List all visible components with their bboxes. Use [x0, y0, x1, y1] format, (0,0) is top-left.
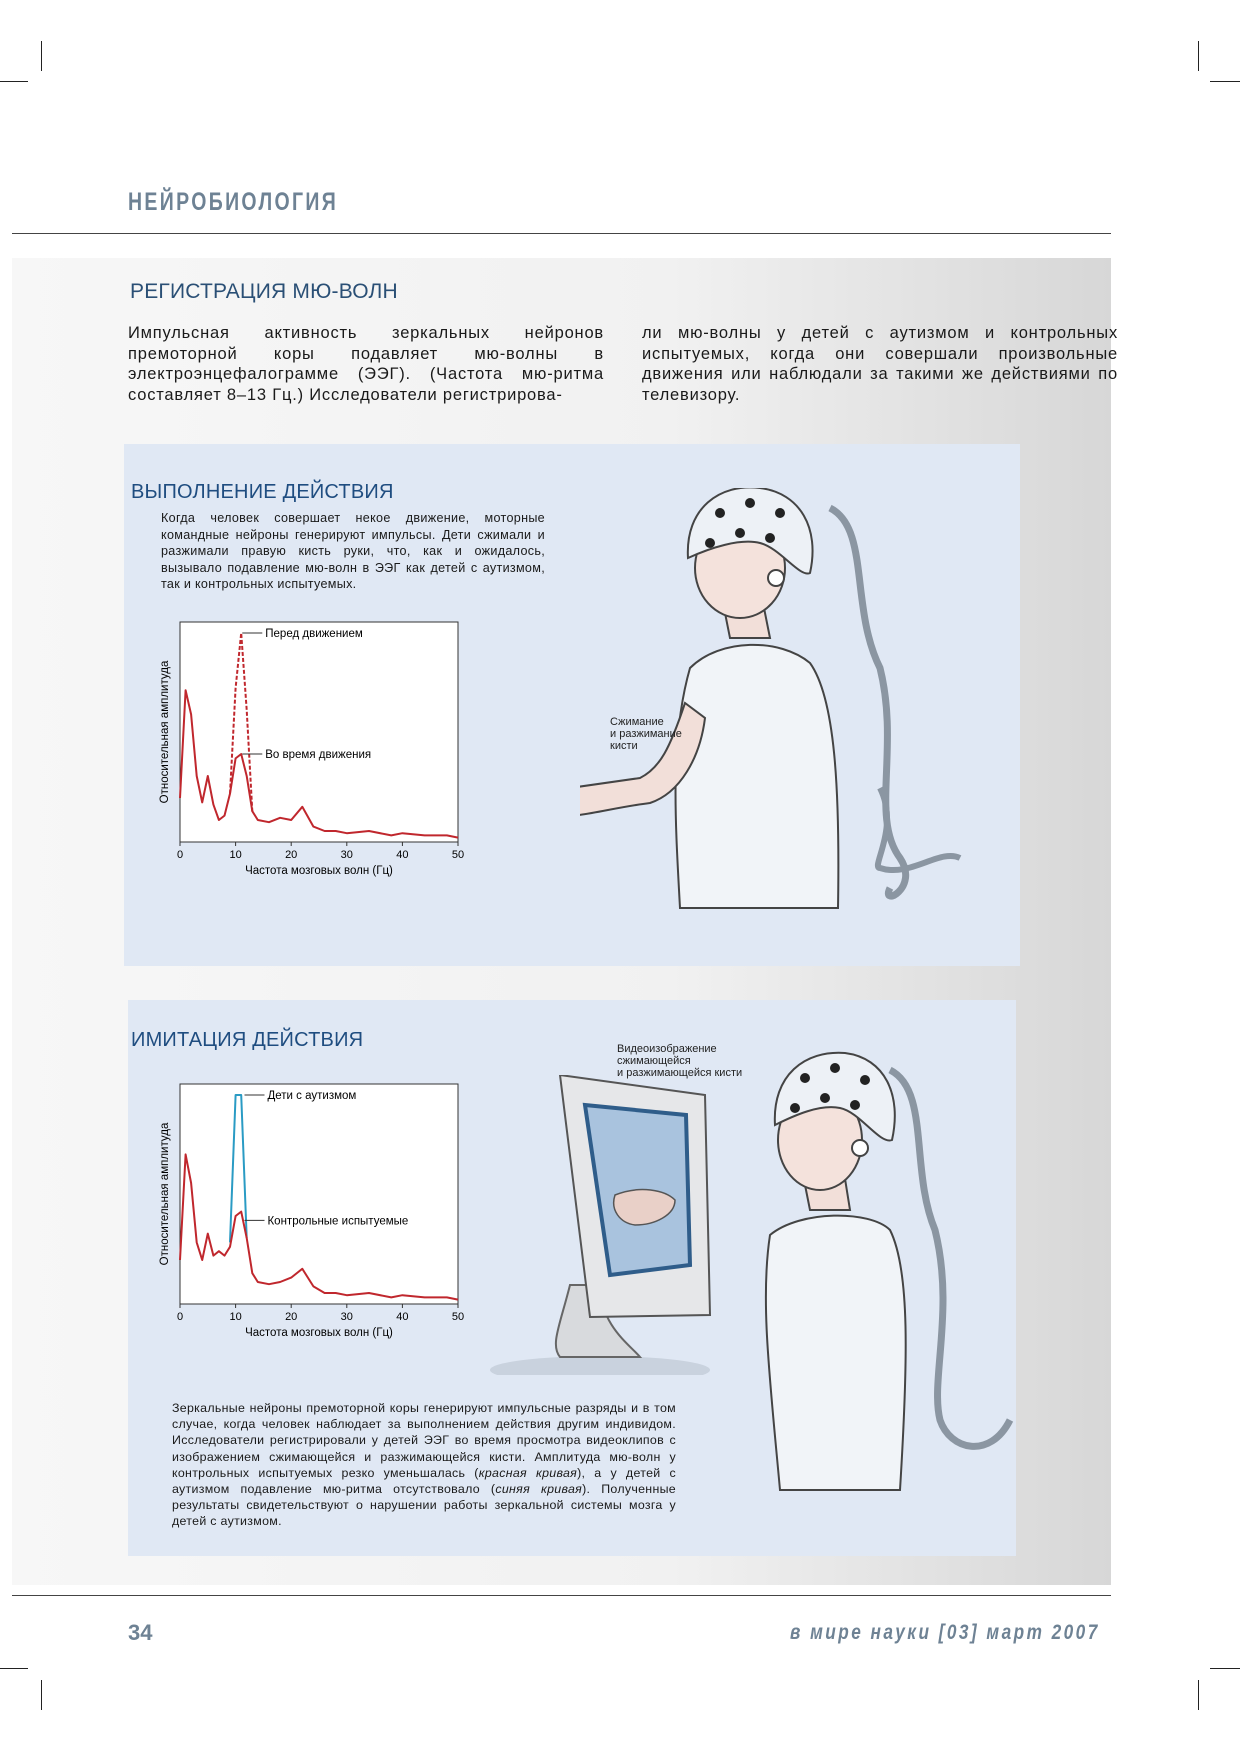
hand-action-label-line2: и разжимание: [610, 728, 682, 740]
hand-action-label-line1: Сжимание: [610, 716, 664, 728]
plot-area: [180, 622, 458, 842]
electrode-dot: [765, 533, 775, 543]
crop-mark: [0, 1668, 28, 1669]
eeg-cable: [890, 1070, 1010, 1446]
crop-mark: [1210, 81, 1240, 82]
video-label-line1: Видеоизображение: [617, 1043, 717, 1055]
child-eeg-illustration-2: [760, 1050, 1020, 1500]
chart-action-execution: [146, 614, 486, 884]
annotation-label: Перед движением: [265, 628, 363, 640]
x-tick-label: 10: [229, 1311, 242, 1323]
chart-action-imitation: [146, 1076, 486, 1346]
footer-rule: [12, 1595, 1111, 1596]
x-tick-label: 40: [396, 849, 409, 861]
electrode-dot: [830, 1063, 840, 1073]
annotation-label: Дети с аутизмом: [267, 1090, 357, 1102]
crop-mark: [1210, 1668, 1240, 1669]
x-tick-label: 20: [285, 1311, 298, 1323]
page-number: 34: [128, 1620, 153, 1645]
annotation-label: Во время движения: [265, 749, 372, 761]
x-axis-label: Частота мозговых волн (Гц): [245, 1327, 393, 1339]
plot-area: [180, 1084, 458, 1304]
video-label-line2: сжимающейся: [617, 1055, 691, 1067]
panel2-description: [172, 1400, 676, 1530]
electrode-dot: [860, 1075, 870, 1085]
x-tick-label: 40: [396, 1311, 409, 1323]
electrode-dot: [790, 1103, 800, 1113]
panel2-title: ИМИТАЦИЯ ДЕЙСТВИЯ: [131, 1029, 364, 1051]
video-label-line3: и разжимающейся кисти: [617, 1067, 743, 1079]
intro-right-column: ли мю-волны у детей с аутизмом и контрольных испытуемых, когда они совершали произвольные движения или наблюдали за такими же действиями по телевизору.: [642, 324, 1118, 404]
x-tick-label: 20: [285, 849, 298, 861]
electrode-dot: [735, 528, 745, 538]
child-torso: [766, 1216, 906, 1490]
panel1-title: ВЫПОЛНЕНИЕ ДЕЙСТВИЯ: [131, 481, 394, 503]
x-tick-label: 30: [340, 849, 353, 861]
header-rule: [12, 233, 1111, 234]
panel2-text-blue-curve: синяя кривая: [495, 1482, 583, 1497]
electrode-dot: [775, 508, 785, 518]
monitor-illustration: [450, 1075, 720, 1375]
ear-electrode: [768, 570, 784, 586]
article-heading: РЕГИСТРАЦИЯ МЮ-ВОЛН: [130, 280, 398, 303]
crop-mark: [1198, 41, 1199, 71]
crop-mark: [0, 81, 28, 82]
monitor-shadow: [490, 1356, 710, 1375]
x-tick-label: 0: [176, 1311, 184, 1323]
panel2-text-b: ), а у детей с аутизмом подавление мю-ритма отсутствовало (: [172, 1465, 676, 1497]
section-title: НЕЙРОБИОЛОГИЯ: [128, 188, 339, 216]
crop-mark: [41, 41, 42, 71]
crop-mark: [41, 1680, 42, 1710]
hand-action-label-line3: кисти: [610, 740, 638, 752]
crop-mark: [1198, 1680, 1199, 1710]
electrode-dot: [820, 1093, 830, 1103]
annotation-label: Контрольные испытуемые: [267, 1215, 409, 1228]
y-axis-label: Относительная амплитуда: [159, 1122, 171, 1266]
panel2-text-a: Зеркальные нейроны премоторной коры генерируют импульсные разряды и в том случае, когда человек наблюдает за выполнением действия другим индивидом. Исследователи регистрировали у детей ЭЭГ во время просмотра видеоклипов с изображением сжимающейся и разжимающейся кисти. Амплитуда мю-волн у контрольных испытуемых резко уменьшалась (: [172, 1401, 676, 1480]
x-tick-label: 30: [340, 1311, 353, 1323]
x-tick-label: 50: [451, 849, 465, 861]
electrode-dot: [705, 538, 715, 548]
x-tick-label: 0: [176, 849, 184, 861]
x-axis-label: Частота мозговых волн (Гц): [245, 865, 393, 877]
panel1-description: Когда человек совершает некое движение, моторные командные нейроны генерируют импульсы. Дети сжимали и разжимали правую кисть руки, что, как и ожидалось, вызывало подавление мю-волн в ЭЭГ как детей с аутизмом, так и контрольных испытуемых.: [161, 511, 545, 591]
magazine-issue: в мире науки [03] март 2007: [790, 1621, 1100, 1644]
child-torso: [676, 645, 839, 908]
panel2-text-c: ). Полученные результаты свидетельствуют о нарушении работы зеркальной системы мозга у детей с аутизмом.: [172, 1482, 676, 1529]
intro-left-column: Импульсная активность зеркальных нейронов премоторной коры подавляет мю-волны в электроэнцефалограмме (ЭЭГ). (Частота мю-ритма составляет 8–13 Гц.) Исследователи регистрирова-: [128, 324, 604, 404]
panel2-text-red-curve: красная кривая: [478, 1465, 578, 1480]
electrode-dot: [745, 498, 755, 508]
x-tick-label: 50: [451, 1311, 465, 1323]
eeg-cable: [830, 508, 906, 896]
ear-electrode: [852, 1140, 868, 1156]
y-axis-label: Относительная амплитуда: [159, 660, 171, 804]
electrode-dot: [715, 508, 725, 518]
x-tick-label: 10: [229, 849, 242, 861]
electrode-dot: [850, 1100, 860, 1110]
electrode-dot: [800, 1073, 810, 1083]
